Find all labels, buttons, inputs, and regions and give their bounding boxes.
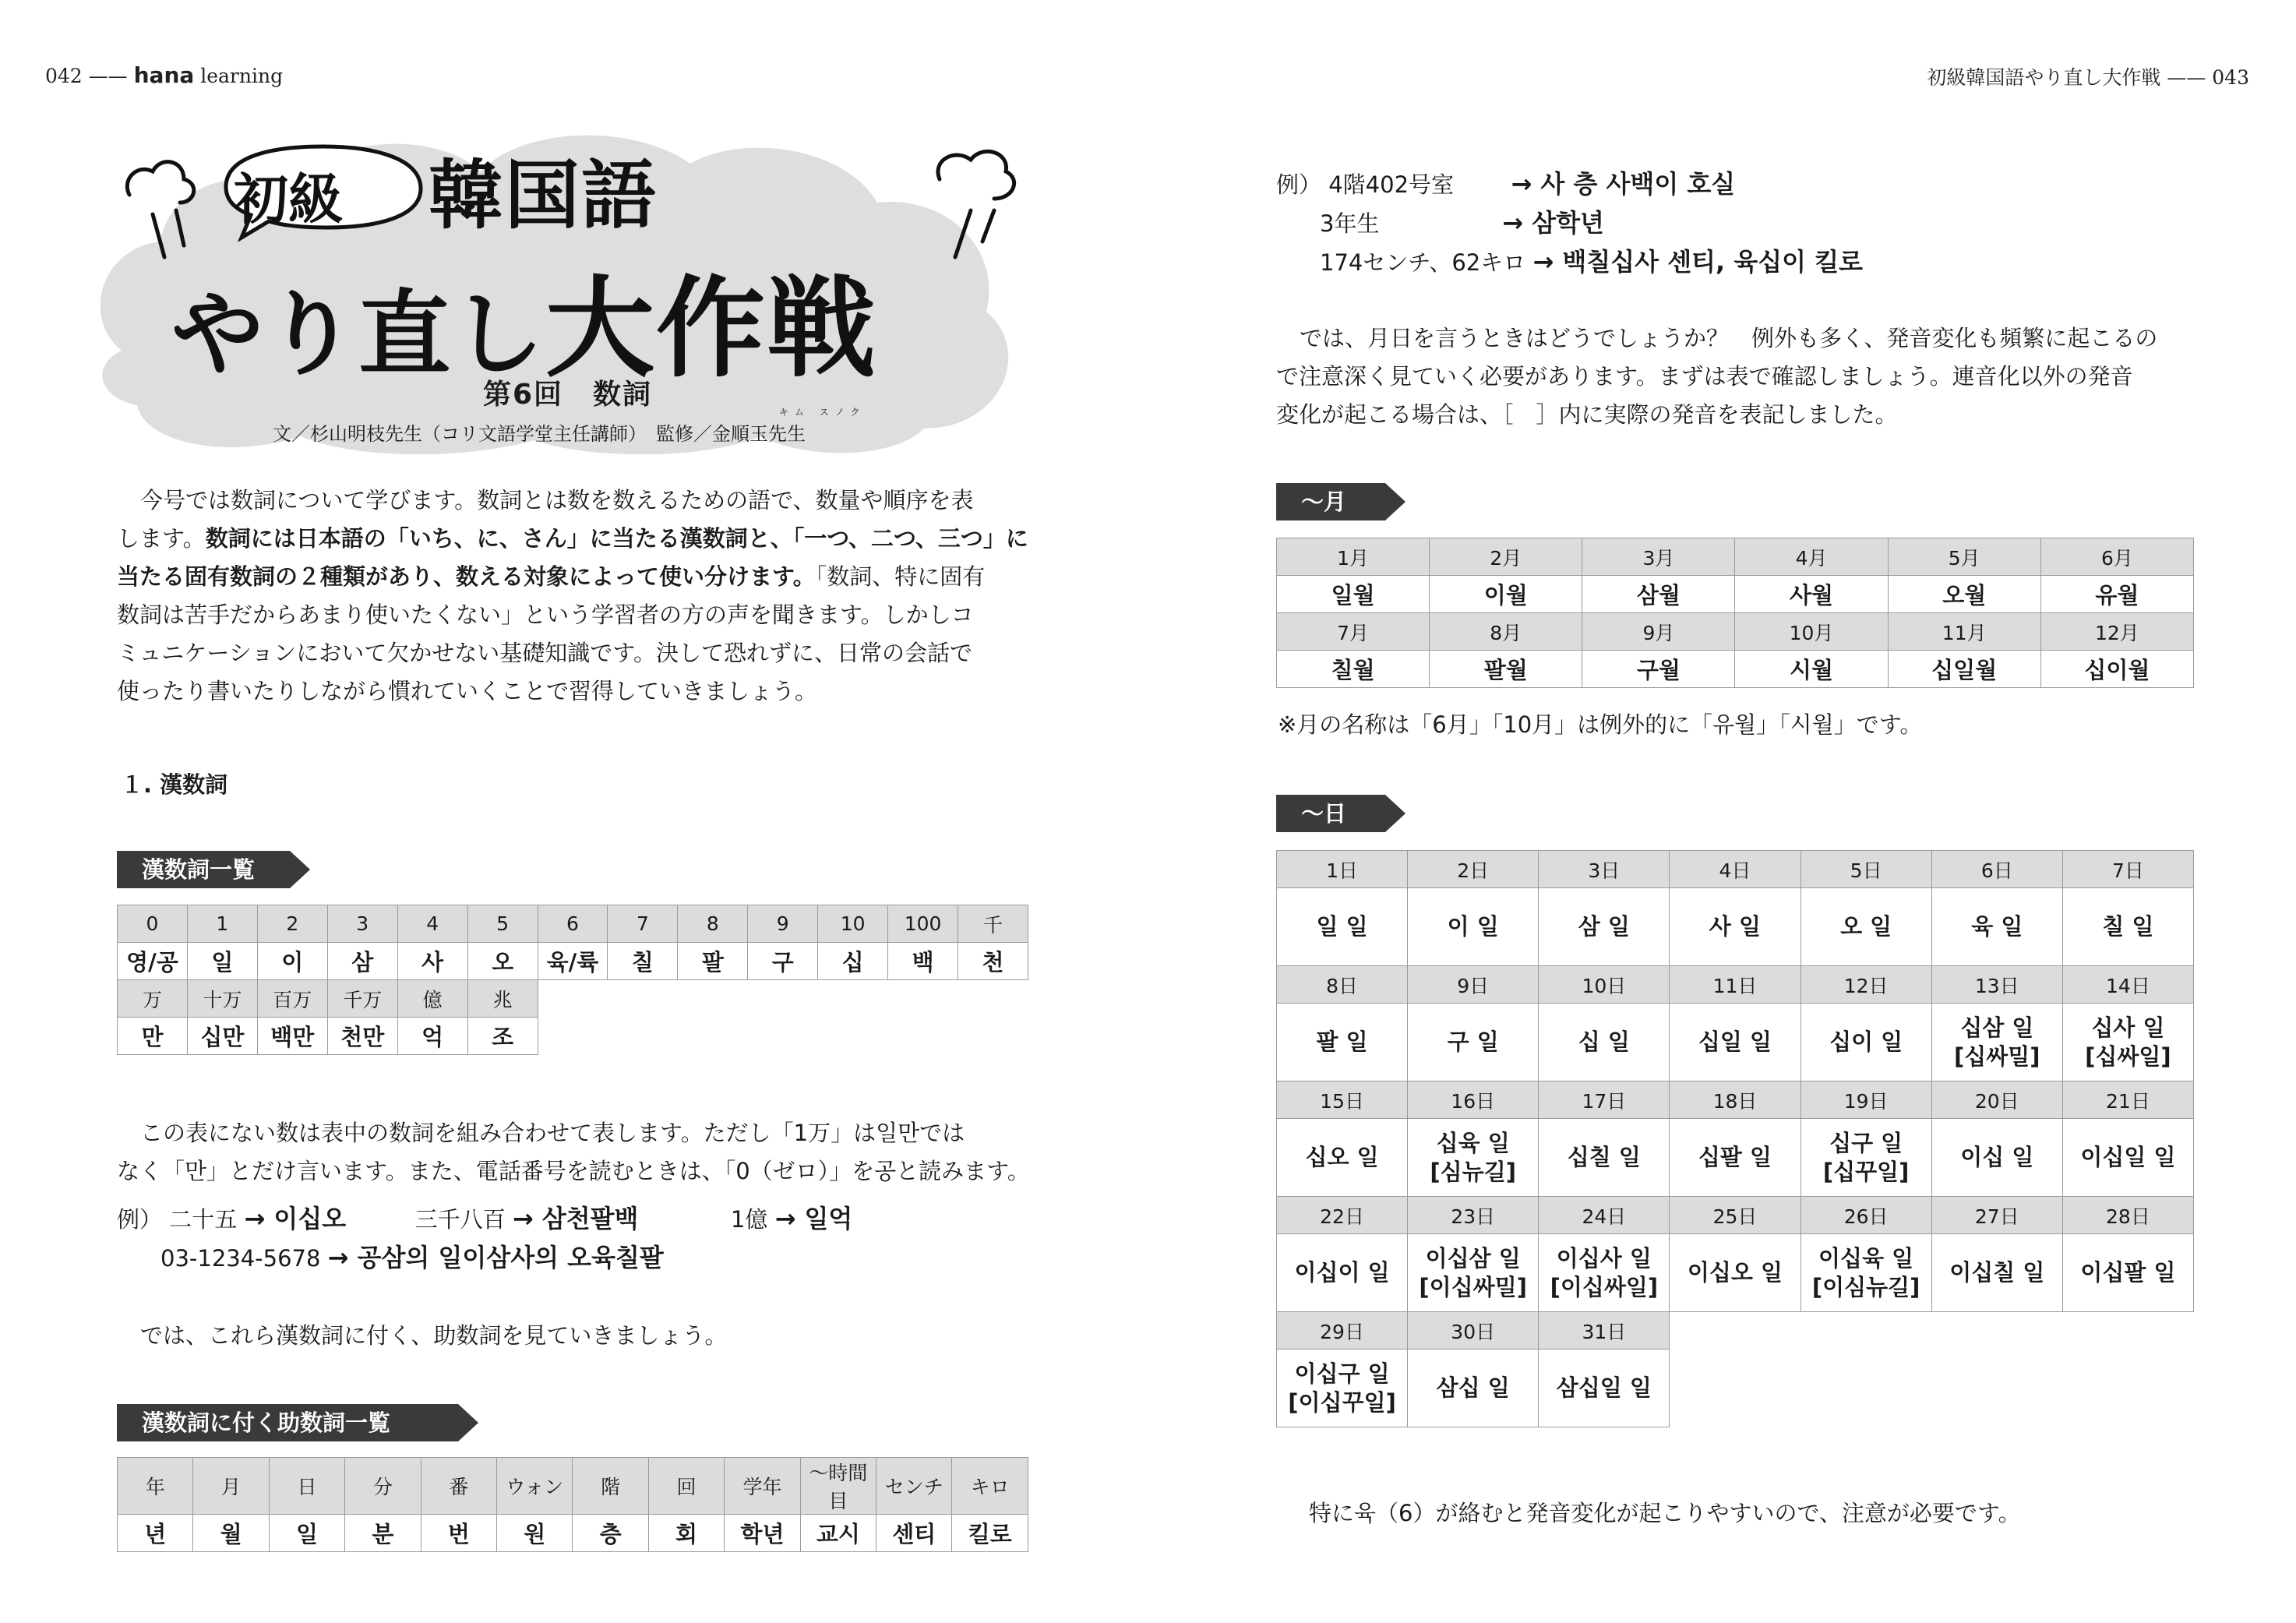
title-line-1: 韓国語 bbox=[429, 151, 658, 239]
table-value-cell: 원 bbox=[497, 1515, 573, 1552]
table-head-cell: 階 bbox=[573, 1458, 648, 1515]
counter-table-label: 漢数詞に付く助数詞一覧 bbox=[117, 1404, 458, 1441]
table-row bbox=[1277, 1004, 2194, 1081]
table-value-cell bbox=[1539, 1004, 1670, 1081]
table-value-cell: 십 bbox=[818, 943, 888, 980]
counter-table bbox=[117, 1457, 1028, 1552]
table-head-cell: 千万 bbox=[327, 980, 397, 1018]
title-part-yarinaoshi: やり直し bbox=[171, 280, 546, 388]
table-head-cell: 29日 bbox=[1277, 1312, 1408, 1350]
table-head-cell: キロ bbox=[952, 1458, 1028, 1515]
table-row bbox=[118, 943, 1028, 980]
table-head-cell: 10月 bbox=[1735, 613, 1888, 651]
table-value-cell bbox=[1277, 1350, 1408, 1427]
table-head-cell: 0 bbox=[118, 905, 188, 943]
table-head-cell: 6月 bbox=[2040, 538, 2193, 576]
intro-line: 使ったり書いたりしながら慣れていくことで習得していきましょう。 bbox=[117, 678, 818, 704]
example-line: 例） 二十五 → 이십오 三千八百 → 삼천팔백 1億 → 일억 bbox=[117, 1204, 853, 1233]
table-head-cell: 7日 bbox=[2062, 851, 2193, 888]
table-head-cell: 24日 bbox=[1539, 1197, 1670, 1234]
table-head-cell: 8日 bbox=[1277, 966, 1408, 1004]
table-value-cell bbox=[1800, 888, 1931, 966]
table-value-cell bbox=[1670, 1119, 1800, 1197]
table-value-cell bbox=[2062, 1004, 2193, 1081]
table-value-cell: 육/륙 bbox=[538, 943, 608, 980]
table-head-cell: 8 bbox=[678, 905, 748, 943]
table-value-cell: 년 bbox=[118, 1515, 193, 1552]
table-row bbox=[1277, 1197, 2194, 1234]
episode-subtitle: 第6回 数詞 bbox=[483, 379, 653, 411]
day-pronunciation: [십싸밀] bbox=[1953, 1043, 2040, 1070]
day-table-body bbox=[1277, 851, 2194, 1427]
table-value-cell: 학년 bbox=[725, 1515, 800, 1552]
table-head-cell: 15日 bbox=[1277, 1081, 1408, 1119]
table-row bbox=[1277, 1312, 2194, 1350]
day-reading: 육 일 bbox=[1971, 913, 2023, 940]
date-intro-line: 変化が起こる場合は、［ ］内に実際の発音を表記しました。 bbox=[1276, 401, 1898, 428]
title-part-daisakusen: 大作戦 bbox=[545, 265, 878, 393]
right-examples bbox=[1276, 165, 2211, 282]
day-reading: 이십오 일 bbox=[1687, 1259, 1783, 1286]
example-line: 03-1234-5678 → 공삼의 일이삼사의 오육칠팔 bbox=[160, 1243, 664, 1272]
day-reading: 구 일 bbox=[1447, 1028, 1499, 1055]
sino-examples bbox=[117, 1200, 1052, 1278]
table-head-cell: 年 bbox=[118, 1458, 193, 1515]
day-reading: 이십구 일 bbox=[1294, 1360, 1390, 1387]
table-value-cell: 시월 bbox=[1735, 651, 1888, 688]
day-pronunciation: [이십꾸일] bbox=[1288, 1388, 1396, 1416]
table-value-cell bbox=[1539, 1234, 1670, 1312]
table-row bbox=[1277, 1350, 2194, 1427]
table-head-cell: 21日 bbox=[2062, 1081, 2193, 1119]
day-pronunciation: [심뉴길] bbox=[1430, 1158, 1516, 1185]
table-row bbox=[118, 980, 1028, 1018]
day-reading: 십칠 일 bbox=[1567, 1144, 1641, 1170]
table-row bbox=[1277, 538, 2194, 576]
day-reading: 십사 일 bbox=[2091, 1014, 2165, 1041]
table-row bbox=[1277, 576, 2194, 613]
table-head-cell: 16日 bbox=[1408, 1081, 1539, 1119]
table-value-cell bbox=[1539, 1119, 1670, 1197]
table-head-cell: 11月 bbox=[1888, 613, 2040, 651]
table-value-cell bbox=[1931, 1119, 2062, 1197]
day-table-label: 〜日 bbox=[1276, 795, 1385, 832]
date-intro-line: で注意深く見ていく必要があります。まずは表で確認しましょう。連音化以外の発音 bbox=[1276, 363, 2133, 390]
table-value-cell: 백 bbox=[888, 943, 958, 980]
table-head-cell: 26日 bbox=[1800, 1197, 1931, 1234]
table-head-cell: 13日 bbox=[1931, 966, 2062, 1004]
example-line: 174センチ、62キロ → 백칠십사 센티, 육십이 킬로 bbox=[1320, 247, 1864, 277]
table-value-cell bbox=[1800, 1234, 1931, 1312]
table-head-cell: ウォン bbox=[497, 1458, 573, 1515]
table-value-cell: 회 bbox=[648, 1515, 724, 1552]
day-reading: 삼 일 bbox=[1578, 913, 1630, 940]
table-value-cell: 일 bbox=[269, 1515, 344, 1552]
table-head-cell: 19日 bbox=[1800, 1081, 1931, 1119]
table-head-cell: 5日 bbox=[1800, 851, 1931, 888]
table-value-cell bbox=[1408, 1350, 1539, 1427]
table-head-cell: 百万 bbox=[257, 980, 327, 1018]
day-reading: 오 일 bbox=[1840, 913, 1892, 940]
table-head-cell: 28日 bbox=[2062, 1197, 2193, 1234]
table-head-cell: 9 bbox=[748, 905, 818, 943]
intro-paragraph bbox=[117, 482, 1036, 711]
day-reading: 십 일 bbox=[1578, 1028, 1630, 1055]
table-head-cell: 10 bbox=[818, 905, 888, 943]
month-table-label: 〜月 bbox=[1276, 483, 1385, 520]
table-head-cell: 4日 bbox=[1670, 851, 1800, 888]
right-page-header bbox=[1927, 62, 2249, 90]
intro-line: 数詞は苦手だからあまり使いたくない」という学習者の方の声を聞きます。しかしコ bbox=[117, 602, 974, 628]
day-pronunciation: [이심뉴길] bbox=[1811, 1273, 1920, 1300]
left-page-number: 042 bbox=[45, 65, 83, 87]
table-value-cell: 팔 bbox=[678, 943, 748, 980]
table-head-cell: 回 bbox=[648, 1458, 724, 1515]
right-header-dash: —— bbox=[2167, 66, 2206, 89]
table-head-cell: 5月 bbox=[1888, 538, 2040, 576]
table-row bbox=[118, 1018, 1028, 1055]
day-reading: 이 일 bbox=[1447, 913, 1499, 940]
table-head-cell: 2日 bbox=[1408, 851, 1539, 888]
table-head-cell: 23日 bbox=[1408, 1197, 1539, 1234]
table-value-cell: 킬로 bbox=[952, 1515, 1028, 1552]
table-value-cell bbox=[1539, 1350, 1670, 1427]
table-value-cell: 팔월 bbox=[1430, 651, 1582, 688]
date-intro-line: では、月日を言うときはどうでしょうか？ 例外も多く、発音変化も頻繁に起こるの bbox=[1300, 325, 2158, 351]
day-pronunciation: [이십싸밀] bbox=[1419, 1273, 1527, 1300]
day-reading: 팔 일 bbox=[1316, 1028, 1368, 1055]
table-head-cell: 22日 bbox=[1277, 1197, 1408, 1234]
table-value-cell: 오월 bbox=[1888, 576, 2040, 613]
table-head-cell: 30日 bbox=[1408, 1312, 1539, 1350]
table-head-cell: 日 bbox=[269, 1458, 344, 1515]
day-reading: 이십사 일 bbox=[1556, 1244, 1652, 1272]
day-reading: 십삼 일 bbox=[1960, 1014, 2034, 1041]
section-heading-sino: １. 漢数詞 bbox=[121, 771, 228, 798]
table-value-cell: 사월 bbox=[1735, 576, 1888, 613]
table-value-cell bbox=[2062, 888, 2193, 966]
running-title: 初級韓国語やり直し大作戦 bbox=[1927, 66, 2161, 89]
day-reading: 이십팔 일 bbox=[2080, 1259, 2176, 1286]
day-reading: 십육 일 bbox=[1436, 1129, 1510, 1156]
table-head-cell: 18日 bbox=[1670, 1081, 1800, 1119]
table-head-cell: 3 bbox=[327, 905, 397, 943]
table-row bbox=[118, 1515, 1028, 1552]
table-value-cell bbox=[1670, 1234, 1800, 1312]
day-pronunciation: [십꾸일] bbox=[1822, 1158, 1910, 1185]
table-value-cell bbox=[1277, 1004, 1408, 1081]
day-reading: 삼십 일 bbox=[1436, 1374, 1510, 1401]
table-head-cell: 万 bbox=[118, 980, 188, 1018]
day-reading: 일 일 bbox=[1316, 913, 1368, 940]
sino-numeral-table bbox=[117, 905, 1028, 1055]
sino-table-label: 漢数詞一覧 bbox=[117, 851, 290, 888]
table-head-cell: 7月 bbox=[1277, 613, 1430, 651]
table-head-cell: 6日 bbox=[1931, 851, 2062, 888]
left-header-dash: —— bbox=[88, 65, 128, 87]
table-value-cell bbox=[1670, 888, 1800, 966]
table-head-cell: センチ bbox=[876, 1458, 952, 1515]
note-line: この表にない数は表中の数詞を組み合わせて表します。ただし「1万」は일만では bbox=[140, 1120, 965, 1146]
table-head-cell: 4月 bbox=[1735, 538, 1888, 576]
table-row bbox=[1277, 1234, 2194, 1312]
closing-line: 特に육（6）が絡むと発音変化が起こりやすいので、注意が必要です。 bbox=[1309, 1500, 2021, 1526]
intro-line: 当たる固有数詞の２種類があり、数える対象によって使い分けます。「数詞、特に固有 bbox=[117, 563, 986, 590]
date-intro bbox=[1276, 319, 2195, 434]
table-head-cell: 2月 bbox=[1430, 538, 1582, 576]
table-head-cell: 3日 bbox=[1539, 851, 1670, 888]
table-head-cell: 27日 bbox=[1931, 1197, 2062, 1234]
table-head-cell: 14日 bbox=[2062, 966, 2193, 1004]
magazine-brand: hana bbox=[133, 62, 195, 88]
table-value-cell bbox=[2062, 1119, 2193, 1197]
table-value-cell bbox=[1800, 1004, 1931, 1081]
intro-line: 今号では数詞について学びます。数詞とは数を数えるための語で、数量や順序を表 bbox=[140, 487, 974, 513]
day-reading: 십구 일 bbox=[1829, 1129, 1903, 1156]
table-head-cell: 100 bbox=[888, 905, 958, 943]
table-head-cell: 千 bbox=[958, 905, 1028, 943]
table-value-cell: 조 bbox=[467, 1018, 538, 1055]
table-value-cell: 백만 bbox=[257, 1018, 327, 1055]
table-value-cell bbox=[1539, 888, 1670, 966]
table-value-cell bbox=[1408, 888, 1539, 966]
day-pronunciation: [십싸일] bbox=[2085, 1043, 2171, 1070]
table-head-cell: 1日 bbox=[1277, 851, 1408, 888]
table-value-cell: 삼 bbox=[327, 943, 397, 980]
table-value-cell: 억 bbox=[397, 1018, 467, 1055]
day-table bbox=[1276, 850, 2194, 1427]
day-pronunciation: [이십싸일] bbox=[1550, 1273, 1659, 1300]
table-value-cell: 십이월 bbox=[2040, 651, 2193, 688]
intro-line: します。数詞には日本語の「いち、に、さん」に当たる漢数詞と、「一つ、二つ、三つ」に bbox=[117, 525, 1028, 552]
table-value-cell: 사 bbox=[397, 943, 467, 980]
title-bubble-text: 初級 bbox=[234, 167, 343, 231]
table-head-cell: 分 bbox=[345, 1458, 421, 1515]
table-head-cell: 5 bbox=[467, 905, 538, 943]
table-head-cell: 月 bbox=[193, 1458, 269, 1515]
table-value-cell: 만 bbox=[118, 1018, 188, 1055]
day-reading: 이십 일 bbox=[1960, 1144, 2034, 1170]
table-value-cell bbox=[1408, 1119, 1539, 1197]
table-value-cell bbox=[1800, 1119, 1931, 1197]
table-value-cell: 천 bbox=[958, 943, 1028, 980]
table-value-cell: 센티 bbox=[876, 1515, 952, 1552]
table-row bbox=[1277, 888, 2194, 966]
month-note: ※月の名称は「6月」「10月」は例外的に「유월」「시월」です。 bbox=[1278, 711, 1923, 738]
table-head-cell: 6 bbox=[538, 905, 608, 943]
table-row bbox=[1277, 613, 2194, 651]
table-value-cell: 천만 bbox=[327, 1018, 397, 1055]
day-reading: 십이 일 bbox=[1829, 1028, 1903, 1055]
table-value-cell: 이월 bbox=[1430, 576, 1582, 613]
table-head-cell: 4 bbox=[397, 905, 467, 943]
table-value-cell bbox=[1931, 1004, 2062, 1081]
author-credit: 文／杉山明枝先生（コリ文語学堂主任講師） 監修／金順玉先生 bbox=[273, 423, 806, 445]
table-value-cell bbox=[1408, 1004, 1539, 1081]
table-value-cell bbox=[1670, 1004, 1800, 1081]
example-line: 例） 4階402号室 → 사 층 사백이 호실 bbox=[1276, 169, 1736, 199]
table-value-cell bbox=[1277, 888, 1408, 966]
table-value-cell: 일 bbox=[187, 943, 257, 980]
note-line: なく「만」とだけ言います。また、電話番号を読むときは、「0（ゼロ）」を공と読みます。 bbox=[117, 1158, 1030, 1184]
table-head-cell: 2 bbox=[257, 905, 327, 943]
table-value-cell bbox=[1931, 1234, 2062, 1312]
table-head-cell: 1月 bbox=[1277, 538, 1430, 576]
table-value-cell bbox=[1277, 1119, 1408, 1197]
table-head-cell: 1 bbox=[187, 905, 257, 943]
table-head-cell: 7 bbox=[608, 905, 678, 943]
sino-note bbox=[117, 1114, 1052, 1191]
table-value-cell: 구월 bbox=[1582, 651, 1735, 688]
example-line: 3年生 → 삼학년 bbox=[1320, 208, 1604, 238]
day-reading: 이십육 일 bbox=[1818, 1244, 1914, 1272]
day-reading: 이십일 일 bbox=[2080, 1144, 2176, 1170]
table-head-cell: 12日 bbox=[1800, 966, 1931, 1004]
day-reading: 십오 일 bbox=[1305, 1144, 1379, 1170]
table-value-cell: 삼월 bbox=[1582, 576, 1735, 613]
table-value-cell: 십만 bbox=[187, 1018, 257, 1055]
day-reading: 이십칠 일 bbox=[1949, 1259, 2045, 1286]
table-head-cell: 25日 bbox=[1670, 1197, 1800, 1234]
table-row bbox=[118, 905, 1028, 943]
table-value-cell: 교시 bbox=[800, 1515, 876, 1552]
counter-intro: では、これら漢数詞に付く、助数詞を見ていきましょう。 bbox=[140, 1322, 728, 1349]
table-value-cell: 영/공 bbox=[118, 943, 188, 980]
intro-line: ミュニケーションにおいて欠かせない基礎知識です。決して恐れずに、日常の会話で bbox=[117, 640, 972, 666]
table-value-cell: 구 bbox=[748, 943, 818, 980]
table-value-cell: 칠월 bbox=[1277, 651, 1430, 688]
table-value-cell bbox=[1931, 888, 2062, 966]
day-reading: 사 일 bbox=[1709, 913, 1762, 940]
day-reading: 이십삼 일 bbox=[1425, 1244, 1521, 1272]
table-head-cell: 8月 bbox=[1430, 613, 1582, 651]
table-row bbox=[1277, 1119, 2194, 1197]
table-row bbox=[1277, 851, 2194, 888]
table-value-cell bbox=[2062, 1234, 2193, 1312]
left-page-header bbox=[45, 62, 283, 88]
name-ruby: キム スノク bbox=[779, 407, 866, 418]
day-reading: 십일 일 bbox=[1698, 1028, 1772, 1055]
day-reading: 이십이 일 bbox=[1294, 1259, 1390, 1286]
table-value-cell bbox=[1408, 1234, 1539, 1312]
table-head-cell: 3月 bbox=[1582, 538, 1735, 576]
magazine-section: learning bbox=[200, 65, 284, 87]
table-value-cell: 오 bbox=[467, 943, 538, 980]
table-value-cell: 유월 bbox=[2040, 576, 2193, 613]
table-value-cell: 번 bbox=[421, 1515, 496, 1552]
table-value-cell: 층 bbox=[573, 1515, 648, 1552]
table-value-cell: 일월 bbox=[1277, 576, 1430, 613]
table-value-cell: 십일월 bbox=[1888, 651, 2040, 688]
table-row bbox=[118, 1458, 1028, 1515]
table-head-cell: 億 bbox=[397, 980, 467, 1018]
table-head-cell: 31日 bbox=[1539, 1312, 1670, 1350]
table-head-cell: 十万 bbox=[187, 980, 257, 1018]
table-head-cell: 〜時間目 bbox=[800, 1458, 876, 1515]
table-value-cell bbox=[1277, 1234, 1408, 1312]
table-value-cell: 칠 bbox=[608, 943, 678, 980]
table-head-cell: 学年 bbox=[725, 1458, 800, 1515]
day-reading: 삼십일 일 bbox=[1556, 1374, 1652, 1401]
table-head-cell: 12月 bbox=[2040, 613, 2193, 651]
table-head-cell: 10日 bbox=[1539, 966, 1670, 1004]
table-head-cell: 番 bbox=[421, 1458, 496, 1515]
table-value-cell: 분 bbox=[345, 1515, 421, 1552]
table-row bbox=[1277, 966, 2194, 1004]
right-page-number: 043 bbox=[2212, 66, 2249, 89]
table-row bbox=[1277, 651, 2194, 688]
table-head-cell: 20日 bbox=[1931, 1081, 2062, 1119]
table-head-cell: 9月 bbox=[1582, 613, 1735, 651]
table-head-cell: 兆 bbox=[467, 980, 538, 1018]
table-head-cell: 11日 bbox=[1670, 966, 1800, 1004]
table-row bbox=[1277, 1081, 2194, 1119]
day-reading: 십팔 일 bbox=[1698, 1144, 1772, 1170]
day-reading: 칠 일 bbox=[2102, 913, 2154, 940]
table-value-cell: 이 bbox=[257, 943, 327, 980]
table-value-cell: 월 bbox=[193, 1515, 269, 1552]
table-head-cell: 17日 bbox=[1539, 1081, 1670, 1119]
table-head-cell: 9日 bbox=[1408, 966, 1539, 1004]
month-table bbox=[1276, 538, 2194, 688]
